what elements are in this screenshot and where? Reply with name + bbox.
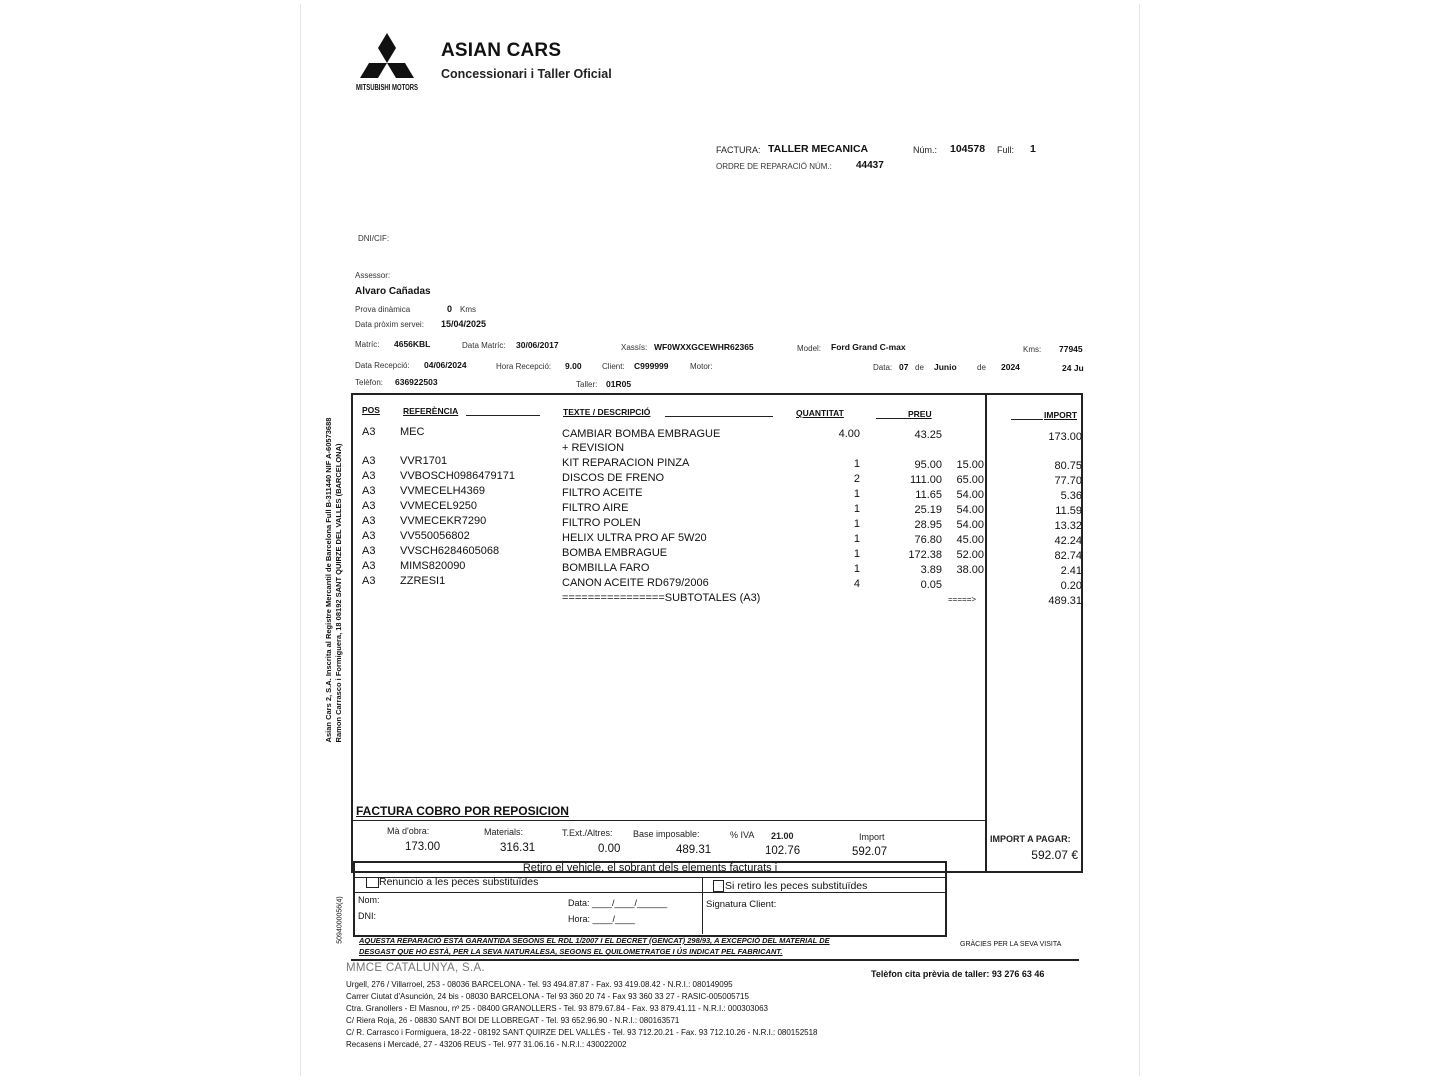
table-row <box>0 470 1440 485</box>
row-desc: CANON ACEITE RD679/2006 <box>562 577 709 589</box>
kms-label: Kms: <box>1023 345 1042 354</box>
subtotal-value: 489.31 <box>1048 595 1082 607</box>
client-value: C999999 <box>634 361 669 371</box>
row-import: 82.74 <box>1054 550 1082 562</box>
row-qty: 2 <box>853 473 860 485</box>
table-row <box>0 545 1440 560</box>
data-de-2: de <box>977 363 986 372</box>
row-ref: VVR1701 <box>400 455 448 467</box>
table-row <box>0 455 1440 470</box>
row-disc: 45.00 <box>956 534 984 546</box>
footer-address: Ctra. Granollers - El Masnou, nº 25 - 08400 GRANOLLERS - Tel. 93 879.67.84 - Fax. 93 879.41.11 - N.R.I.: 000303063 <box>346 1004 768 1013</box>
full-value: 1 <box>1030 143 1036 155</box>
row-price: 11.65 <box>915 489 942 501</box>
data-label: Data: <box>873 363 893 372</box>
row-ref: VVBOSCH0986479171 <box>400 470 515 482</box>
data-day: 07 <box>899 362 909 372</box>
prova-unit: Kms <box>460 305 476 314</box>
servei-label: Data pròxim servei: <box>355 320 424 329</box>
pagar-label: IMPORT A PAGAR: <box>990 834 1071 844</box>
model-label: Model: <box>797 344 822 353</box>
row-qty: 1 <box>853 503 860 515</box>
row-import: 77.70 <box>1054 475 1082 487</box>
bottom-rule <box>351 959 1079 961</box>
servei-value: 15/04/2025 <box>441 319 487 329</box>
telefon-value: 636922503 <box>395 377 438 387</box>
table-row <box>0 575 1440 590</box>
row-desc: FILTRO AIRE <box>562 502 629 514</box>
footer-telefon: Telèfon cita prèvia de taller: 93 276 63 46 <box>871 969 1045 979</box>
row-disc: 54.00 <box>956 519 984 531</box>
row-desc-2: + REVISION <box>562 442 625 454</box>
logo-text: MITSUBISHI MOTORS <box>356 83 419 92</box>
row-pos: A3 <box>362 455 376 467</box>
data-de-1: de <box>915 363 924 372</box>
materials-value: 316.31 <box>500 842 536 854</box>
row-pos: A3 <box>362 560 376 572</box>
matric-label: Matríc: <box>355 340 380 349</box>
footer-address: Urgell, 276 / Villarroel, 253 - 08036 BARCELONA - Tel. 93 494.87.87 - Fax. 93 419.08.42 - N.R.I.: 080149095 <box>346 980 733 989</box>
table-row <box>0 426 1440 454</box>
iva-rate: 21.00 <box>771 831 794 841</box>
num-label: Núm.: <box>913 145 938 155</box>
hora-sign-label: Hora: ____/____ <box>568 914 636 924</box>
xassis-value: WF0WXXGCEWHR62365 <box>654 342 754 352</box>
col-texte: TEXTE / DESCRIPCIÓ <box>563 407 651 417</box>
row-desc: CAMBIAR BOMBA EMBRAGUE <box>562 428 721 440</box>
telefon-label: Telèfon: <box>355 378 384 387</box>
text-label: T.Ext./Altres: <box>562 828 613 838</box>
row-price: 28.95 <box>914 519 942 531</box>
data-sign-label: Data: ____/____/______ <box>568 898 668 908</box>
row-disc: 15.00 <box>956 459 984 471</box>
recepcio-label: Data Recepció: <box>355 361 410 370</box>
materials-label: Materials: <box>484 827 524 837</box>
row-qty: 4.00 <box>838 428 860 440</box>
assessor-label: Assessor: <box>355 271 391 280</box>
data-matric-value: 30/06/2017 <box>516 340 559 350</box>
row-desc: BOMBA EMBRAGUE <box>562 547 668 559</box>
subtotal-arrow: =====> <box>948 595 977 604</box>
mitsubishi-logo-icon <box>352 30 422 102</box>
footer-company: MMCE CATALUNYA, S.A. <box>346 962 485 974</box>
col-quantitat: QUANTITAT <box>796 408 844 418</box>
data-month: Junio <box>934 362 957 372</box>
data-extra: 24 Ju <box>1062 363 1084 373</box>
full-label: Full: <box>997 145 1015 155</box>
ma-obra-value: 173.00 <box>405 841 441 853</box>
retiro-divider <box>702 877 703 934</box>
row-qty: 4 <box>853 578 860 590</box>
row-desc: HELIX ULTRA PRO AF 5W20 <box>562 532 707 544</box>
row-price: 25.19 <box>914 504 942 516</box>
row-price: 172.38 <box>908 549 942 561</box>
row-pos: A3 <box>362 545 376 557</box>
legal-line-2: Ramon Carrasco i Formiguera, 18 08192 SANT QUIRZE DEL VALLES (BARCELONA) <box>334 443 343 743</box>
import-label: Import <box>859 832 885 842</box>
row-price: 76.80 <box>914 534 942 546</box>
recepcio-value: 04/06/2024 <box>424 360 467 370</box>
row-desc: BOMBILLA FARO <box>562 562 650 574</box>
row-ref: VV550056802 <box>400 530 470 542</box>
row-desc: DISCOS DE FRENO <box>562 472 665 484</box>
table-row <box>0 530 1440 545</box>
garantia-line-1: AQUESTA REPARACIÓ ESTÀ GARANTIDA SEGONS EL RDL 1/2007 I EL DECRET (GENCAT) 298/93, A EXCEPCIÓ DEL MATERIAL DE <box>359 936 830 945</box>
row-disc: 38.00 <box>956 564 984 576</box>
row-import: 5.36 <box>1060 490 1082 502</box>
row-import: 2.41 <box>1060 565 1082 577</box>
row-qty: 1 <box>853 518 860 530</box>
row-import: 13.32 <box>1054 520 1082 532</box>
summary-title: FACTURA COBRO POR REPOSICION <box>356 804 569 818</box>
footer-address: Recasens i Mercadé, 27 - 43206 REUS - Tel. 977 31.06.16 - N.R.I.: 430022002 <box>346 1040 627 1049</box>
kms-value: 77945 <box>1059 344 1083 354</box>
row-import: 80.75 <box>1054 460 1082 472</box>
text-value: 0.00 <box>598 843 621 855</box>
row-pos: A3 <box>362 426 376 438</box>
row-desc: FILTRO ACEITE <box>562 487 643 499</box>
row-pos: A3 <box>362 515 376 527</box>
col-referencia-rule <box>466 415 540 416</box>
row-price: 111.00 <box>909 474 942 486</box>
taller-label: Taller: <box>576 380 598 389</box>
iva-label: % IVA <box>730 830 755 840</box>
renuncio-label: Renuncio a les peces substituïdes <box>379 876 539 888</box>
row-ref: ZZRESI1 <box>400 575 446 587</box>
prova-label: Prova dinàmica <box>355 305 411 314</box>
si-retiro-checkbox[interactable] <box>713 880 724 892</box>
col-import-rule <box>1011 419 1043 420</box>
row-price: 95.00 <box>914 459 942 471</box>
table-row <box>0 515 1440 530</box>
row-desc: KIT REPARACION PINZA <box>562 457 690 469</box>
subtotal-label: ================SUBTOTALES (A3) <box>562 592 761 604</box>
base-label: Base imposable: <box>633 829 700 839</box>
factura-label: FACTURA: <box>716 145 761 155</box>
footer-address: C/ Riera Roja, 26 - 08830 SANT BOI DE LLOBREGAT - Tel. 93 652.96.90 - N.R.I.: 080163571 <box>346 1016 680 1025</box>
row-import: 42.24 <box>1054 535 1082 547</box>
row-price: 0.05 <box>920 579 942 591</box>
row-disc: 52.00 <box>956 549 984 561</box>
col-preu-rule <box>876 418 908 419</box>
iva-value: 102.76 <box>765 845 801 857</box>
row-import: 11.59 <box>1055 505 1082 517</box>
company-subtitle: Concessionari i Taller Oficial <box>441 67 612 81</box>
row-price: 3.89 <box>920 564 942 576</box>
data-matric-label: Data Matríc: <box>462 341 506 350</box>
model-value: Ford Grand C-max <box>831 342 906 352</box>
row-qty: 1 <box>853 533 860 545</box>
row-ref: MEC <box>400 426 425 438</box>
signatura-label: Signatura Client: <box>706 899 777 910</box>
row-pos: A3 <box>362 485 376 497</box>
col-pos: POS <box>362 405 380 415</box>
row-ref: VVMECEKR7290 <box>400 515 487 527</box>
taller-value: 01R05 <box>606 379 632 389</box>
nom-label: Nom: <box>358 895 380 905</box>
xassis-label: Xassís: <box>621 343 648 352</box>
row-pos: A3 <box>362 575 376 587</box>
row-pos: A3 <box>362 500 376 512</box>
hora-value: 9.00 <box>565 361 582 371</box>
data-year: 2024 <box>1001 362 1020 372</box>
row-price: 43.25 <box>914 429 942 441</box>
footer-address: Carrer Ciutat d'Asunción, 24 bis - 08030 BARCELONA - Tel 93 360 20 74 - Fax 93 360 33 27 - RASIC-005005715 <box>346 992 749 1001</box>
table-row <box>0 485 1440 500</box>
client-label: Client: <box>602 362 625 371</box>
row-ref: VVMECELH4369 <box>400 485 485 497</box>
row-qty: 1 <box>853 488 860 500</box>
ma-obra-label: Mà d'obra: <box>387 826 430 836</box>
retiro-header: Retiro el vehicle, el sobrant dels elements facturats i <box>522 862 778 874</box>
assessor-value: Alvaro Cañadas <box>355 286 431 297</box>
dni-label: DNI/CIF: <box>358 234 390 243</box>
hora-label: Hora Recepció: <box>496 362 552 371</box>
row-pos: A3 <box>362 530 376 542</box>
ordre-value: 44437 <box>856 160 884 171</box>
row-ref: MIMS820090 <box>400 560 466 572</box>
base-value: 489.31 <box>676 844 712 856</box>
row-qty: 1 <box>853 548 860 560</box>
row-qty: 1 <box>853 563 860 575</box>
col-referencia: REFERÈNCIA <box>403 406 459 416</box>
import-value: 592.07 <box>852 846 888 858</box>
row-pos: A3 <box>362 470 376 482</box>
row-ref: VVMECEL9250 <box>400 500 478 512</box>
col-import: IMPORT <box>1044 410 1078 420</box>
col-texte-rule <box>665 416 773 417</box>
si-retiro-label: Si retiro les peces substituïdes <box>725 880 868 892</box>
legal-side-code: 5094000056(4) <box>336 896 344 944</box>
gracies-text: GRÀCIES PER LA SEVA VISITA <box>960 941 1062 948</box>
row-qty: 1 <box>853 458 860 470</box>
table-row <box>0 500 1440 515</box>
prova-value: 0 <box>447 304 453 314</box>
row-import: 173.00 <box>1048 431 1082 443</box>
table-row <box>0 560 1440 575</box>
motor-label: Motor: <box>690 362 713 371</box>
row-disc: 65.00 <box>956 474 984 486</box>
col-preu: PREU <box>908 409 932 419</box>
row-import: 0.20 <box>1060 580 1082 592</box>
legal-line-1: Asian Cars 2, S.A. Inscrita al Registre Mercantil de Barcelona Full B-311440 NIF A-60573688 <box>324 417 333 743</box>
ordre-label: ORDRE DE REPARACIÓ NÚM.: <box>716 162 832 171</box>
retiro-rule-2 <box>355 892 945 893</box>
factura-type: TALLER MECANICA <box>768 143 869 155</box>
company-name: ASIAN CARS <box>441 40 562 61</box>
row-disc: 54.00 <box>956 504 984 516</box>
row-desc: FILTRO POLEN <box>562 517 641 529</box>
matric-value: 4656KBL <box>394 339 431 349</box>
summary-rule <box>351 820 985 821</box>
garantia-line-2: DESGAST QUE HO ESTÀ, PER LA SEVA NATURALESA, SEGONS EL QUILOMETRATGE I ÚS INDICAT PEL FABRICANT. <box>359 947 783 956</box>
row-ref: VVSCH6284605068 <box>400 545 500 557</box>
dni-sign-label: DNI: <box>358 911 376 921</box>
num-value: 104578 <box>950 143 986 155</box>
footer-address: C/ R. Carrasco i Formiguera, 18-22 - 08192 SANT QUIRZE DEL VALLÈS - Tel. 93 712.20.21 - Fax. 93 712.10.26 - N.R.I.: 080152518 <box>346 1028 818 1037</box>
renuncio-checkbox[interactable] <box>366 877 379 888</box>
row-disc: 54.00 <box>956 489 984 501</box>
pagar-value: 592.07 € <box>1031 848 1078 862</box>
